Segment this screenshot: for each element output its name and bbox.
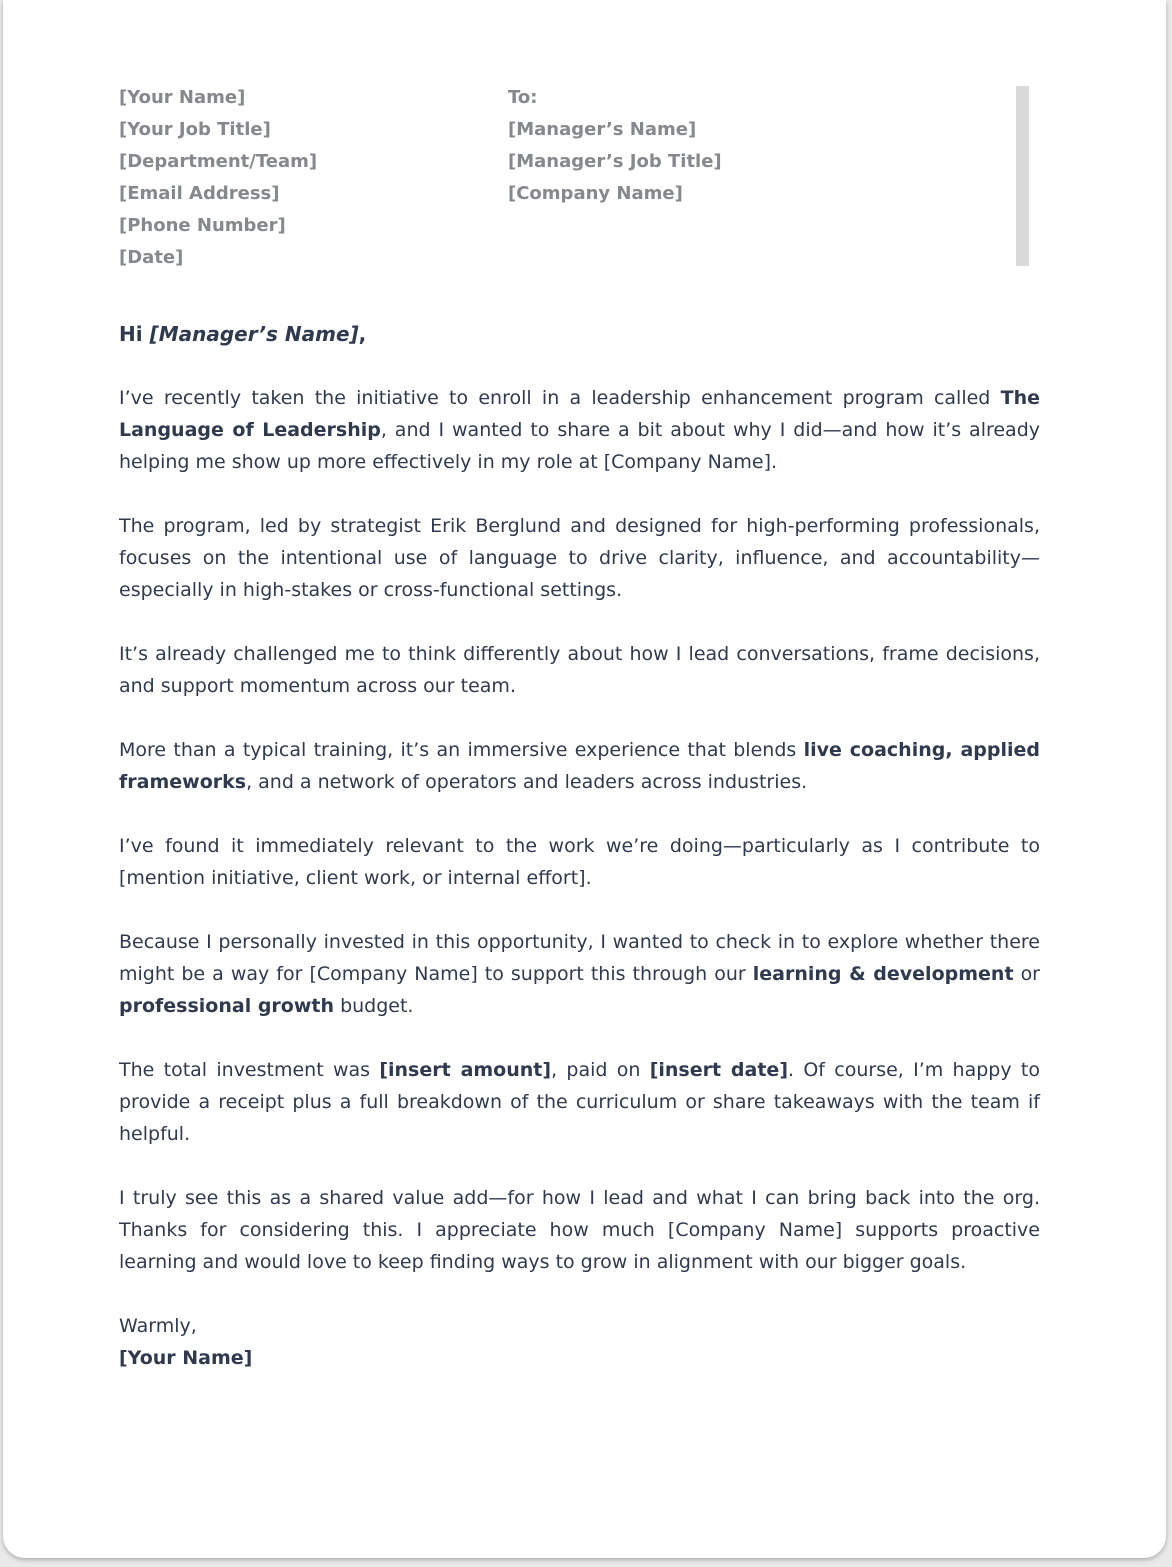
header-scrollbar[interactable] xyxy=(1016,86,1029,266)
paragraph-8 xyxy=(119,1182,1040,1278)
p6-text-3: budget. xyxy=(334,995,414,1017)
paragraph-3 xyxy=(119,638,1040,702)
paragraph-1 xyxy=(119,382,1040,478)
p4-text-2: , and a network of operators and leaders across industries. xyxy=(246,771,808,793)
paragraph-6 xyxy=(119,926,1040,1022)
sender-block xyxy=(119,82,317,274)
p8-text-1: I truly see this as a shared value add—for how I lead and what I can bring back into the org. Thanks for considering this. I appreciate how much [Company Name] supports proactive learning and would love to keep finding ways to grow in alignment with our bigger goals. xyxy=(119,1187,1040,1273)
recipient-manager-name: [Manager’s Name] xyxy=(508,119,697,140)
sender-email: [Email Address] xyxy=(119,183,280,204)
recipient-company: [Company Name] xyxy=(508,183,683,204)
p6-bold-2: professional growth xyxy=(119,995,335,1017)
p6-text-2: or xyxy=(1013,963,1040,985)
signature-name-text: [Your Name] xyxy=(119,1347,253,1369)
paragraph-2 xyxy=(119,510,1040,606)
signoff: Warmly, xyxy=(119,1315,197,1337)
p2-text-1: The program, led by strategist Erik Berglund and designed for high-performing professionals, focuses on the intentional use of language to drive clarity, influence, and accountability—especially in high-stakes or cross-functional settings. xyxy=(119,515,1040,601)
letter-body xyxy=(119,318,1040,1374)
p5-text-1: I’ve found it immediately relevant to the work we’re doing—particularly as I contribute to [mention initiative, client work, or internal effort]. xyxy=(119,835,1040,889)
p4-bold-1: live coaching, applied frameworks xyxy=(119,739,1040,793)
sender-phone: [Phone Number] xyxy=(119,215,286,236)
program-name: The Language of Leadership xyxy=(119,387,1040,441)
p4-text-1: More than a typical training, it’s an immersive experience that blends xyxy=(119,739,804,761)
letter-header xyxy=(119,82,1059,272)
greeting-manager-name: [Manager’s Name] xyxy=(149,322,359,346)
insert-amount: [insert amount] xyxy=(379,1059,552,1081)
recipient-block xyxy=(508,82,722,210)
sender-date: [Date] xyxy=(119,247,184,268)
sender-name: [Your Name] xyxy=(119,87,246,108)
paragraph-7 xyxy=(119,1054,1040,1150)
p7-text-2: , paid on xyxy=(551,1059,650,1081)
p7-text-1: The total investment was xyxy=(119,1059,380,1081)
recipient-to-label: To: xyxy=(508,87,538,108)
paragraph-4 xyxy=(119,734,1040,798)
greeting-comma: , xyxy=(358,322,367,346)
signature-name xyxy=(119,1342,1040,1374)
paragraph-5 xyxy=(119,830,1040,894)
sender-department: [Department/Team] xyxy=(119,151,318,172)
greeting xyxy=(119,318,1040,350)
p6-bold-1: learning & development xyxy=(752,963,1014,985)
p3-text-1: It’s already challenged me to think differently about how I lead conversations, frame decisions, and support momentum across our team. xyxy=(119,643,1040,697)
p1-text-1: I’ve recently taken the initiative to enroll in a leadership enhancement program called xyxy=(119,387,1001,409)
p6-text-1: Because I personally invested in this opportunity, I wanted to check in to explore whether there might be a way for [Company Name] to support this through our xyxy=(119,931,1040,985)
recipient-manager-title: [Manager’s Job Title] xyxy=(508,151,722,172)
p1-text-2: , and I wanted to share a bit about why I did—and how it’s already helping me show up more effectively in my role at [Company Name]. xyxy=(119,419,1041,473)
insert-date: [insert date] xyxy=(649,1059,788,1081)
p7-text-3: . Of course, I’m happy to provide a receipt plus a full breakdown of the curriculum or share takeaways with the team if helpful. xyxy=(119,1059,1040,1145)
sender-job-title: [Your Job Title] xyxy=(119,119,271,140)
letter-page xyxy=(3,0,1166,1558)
greeting-hi: Hi xyxy=(119,322,150,346)
